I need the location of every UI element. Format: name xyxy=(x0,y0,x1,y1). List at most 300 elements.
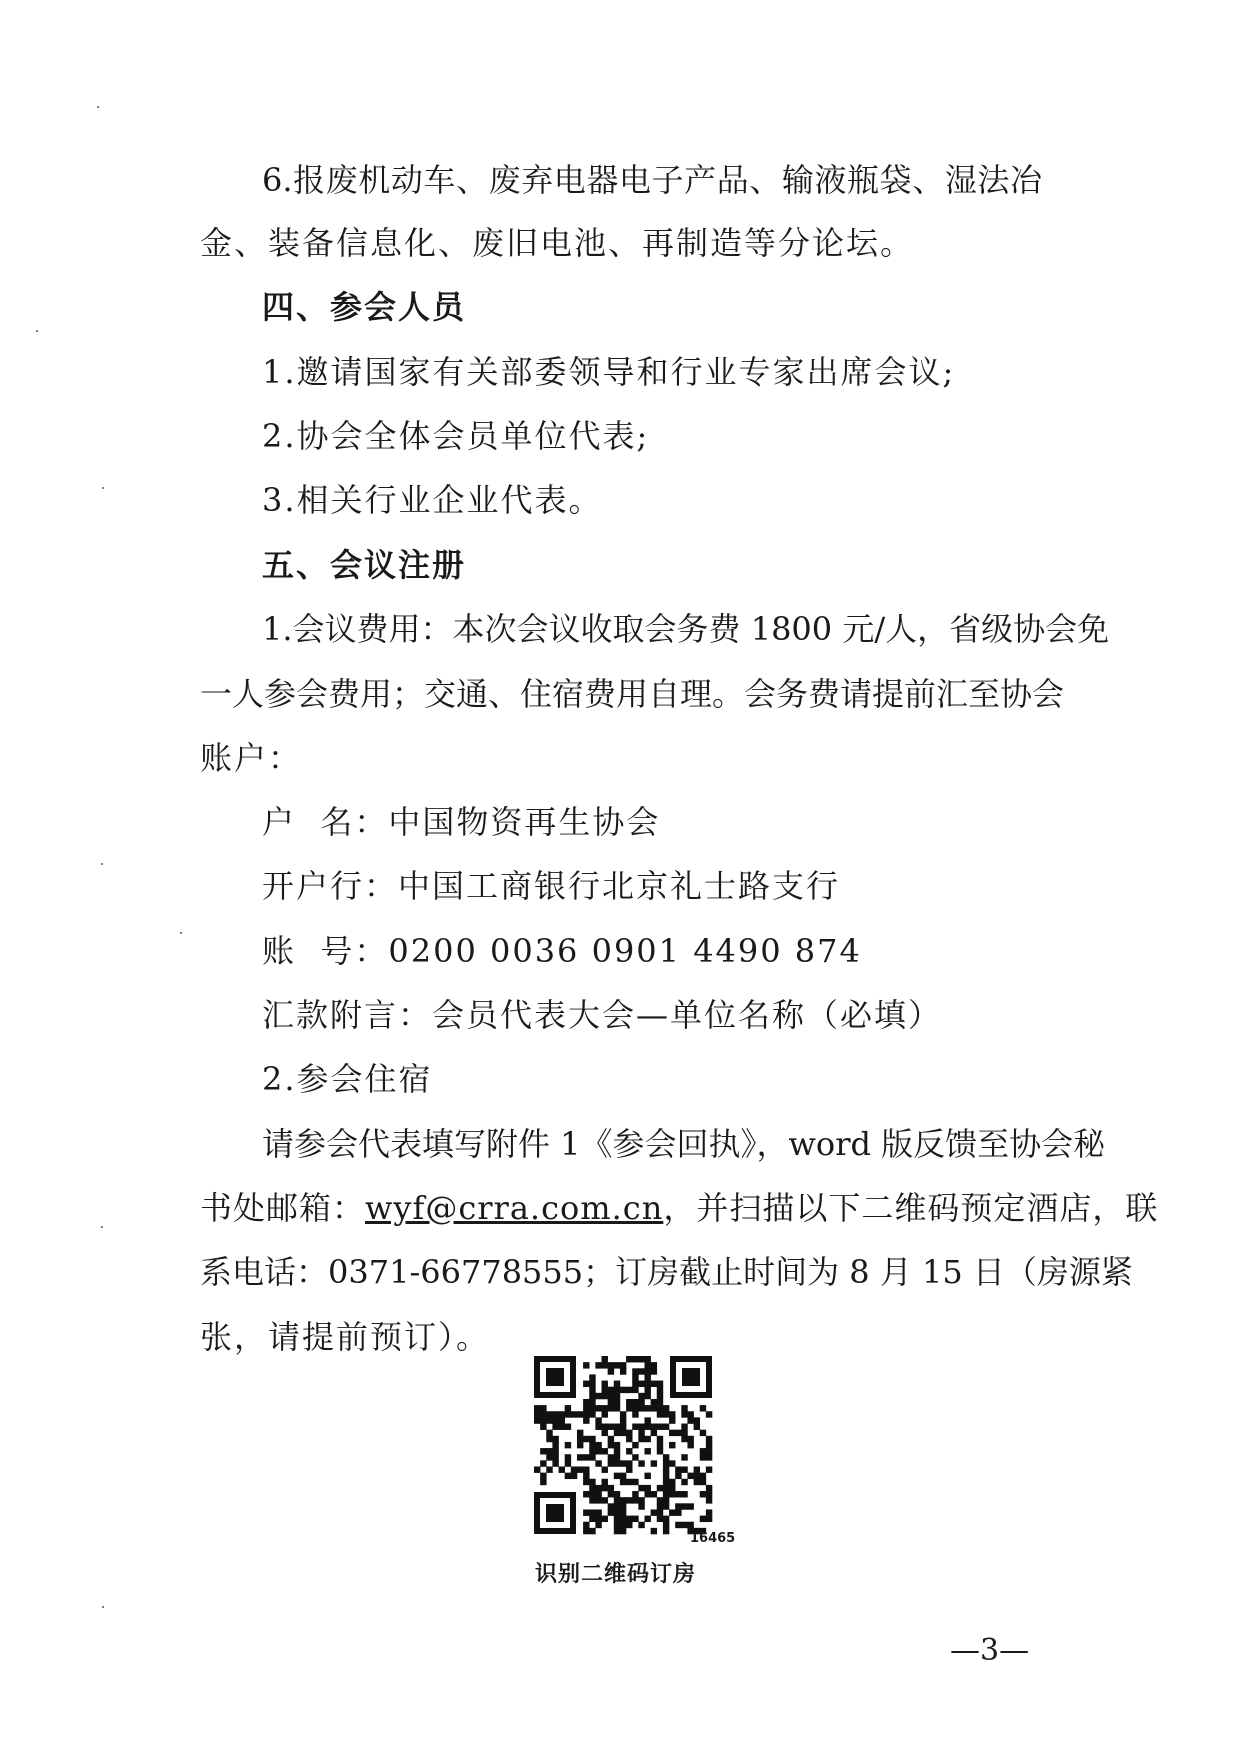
qr-module xyxy=(552,1417,558,1423)
qr-module xyxy=(638,1430,644,1436)
qr-module xyxy=(552,1448,558,1454)
qr-module xyxy=(608,1362,614,1368)
qr-module xyxy=(559,1424,565,1430)
qr-module xyxy=(620,1411,626,1417)
qr-module xyxy=(669,1430,675,1436)
qr-module xyxy=(571,1473,577,1479)
qr-module xyxy=(602,1387,608,1393)
qr-module xyxy=(694,1466,700,1472)
qr-module xyxy=(577,1411,583,1417)
qr-module xyxy=(706,1442,712,1448)
account-memo-label: 汇款附言： xyxy=(262,996,433,1034)
qr-module xyxy=(620,1424,626,1430)
qr-module xyxy=(614,1497,620,1503)
qr-module xyxy=(614,1393,620,1399)
qr-module xyxy=(657,1448,663,1454)
qr-module xyxy=(577,1436,583,1442)
qr-module xyxy=(602,1479,608,1485)
qr-module xyxy=(552,1460,558,1466)
account-number-row xyxy=(262,931,862,971)
qr-module xyxy=(644,1405,650,1411)
qr-module xyxy=(632,1381,638,1387)
qr-module xyxy=(657,1442,663,1448)
qr-module xyxy=(626,1479,632,1485)
qr-module xyxy=(644,1491,650,1497)
qr-module xyxy=(620,1473,626,1479)
qr-module xyxy=(681,1522,687,1528)
qr-module xyxy=(706,1497,712,1503)
qr-code-graphic xyxy=(530,1352,716,1538)
qr-module xyxy=(620,1528,626,1534)
qr-module xyxy=(687,1522,693,1528)
qr-module xyxy=(540,1460,546,1466)
qr-module xyxy=(681,1503,687,1509)
qr-module xyxy=(669,1485,675,1491)
qr-module xyxy=(651,1460,657,1466)
qr-module xyxy=(620,1503,626,1509)
body-line: 账户： xyxy=(200,739,303,777)
qr-module xyxy=(583,1491,589,1497)
qr-finder-top-right xyxy=(670,1356,712,1398)
qr-module xyxy=(608,1454,614,1460)
qr-module xyxy=(638,1497,644,1503)
qr-module xyxy=(632,1368,638,1374)
qr-module xyxy=(681,1454,687,1460)
qr-module xyxy=(608,1405,614,1411)
qr-module xyxy=(626,1448,632,1454)
qr-module xyxy=(589,1393,595,1399)
qr-module xyxy=(602,1405,608,1411)
qr-module xyxy=(632,1442,638,1448)
qr-module xyxy=(638,1485,644,1491)
qr-module xyxy=(694,1417,700,1423)
qr-module xyxy=(675,1430,681,1436)
qr-module xyxy=(626,1387,632,1393)
body-line: 2.协会全体会员单位代表; xyxy=(262,417,650,455)
qr-module xyxy=(583,1405,589,1411)
qr-module xyxy=(595,1509,601,1515)
qr-module xyxy=(620,1497,626,1503)
body-line: 系电话：0371-66778555；订房截止时间为 8 月 15 日（房源紧 xyxy=(200,1253,1133,1291)
qr-module xyxy=(687,1436,693,1442)
section-heading: 五、会议注册 xyxy=(262,546,467,584)
qr-module xyxy=(632,1387,638,1393)
qr-module xyxy=(614,1528,620,1534)
qr-module xyxy=(675,1466,681,1472)
qr-module xyxy=(614,1509,620,1515)
qr-module xyxy=(565,1405,571,1411)
body-line: 6.报废机动车、废弃电器电子产品、输液瓶袋、湿法冶 xyxy=(262,161,1042,199)
qr-module xyxy=(663,1528,669,1534)
qr-module xyxy=(589,1381,595,1387)
qr-module xyxy=(663,1491,669,1497)
qr-module xyxy=(602,1356,608,1362)
qr-module xyxy=(638,1399,644,1405)
account-bank-value: 中国工商银行北京礼士路支行 xyxy=(398,867,841,905)
qr-module xyxy=(681,1479,687,1485)
qr-module xyxy=(577,1442,583,1448)
qr-module xyxy=(651,1430,657,1436)
account-memo-value: 会员代表大会—单位名称（必填） xyxy=(432,996,943,1034)
qr-caption: 识别二维码订房 xyxy=(535,1562,697,1587)
qr-module xyxy=(638,1503,644,1509)
qr-module xyxy=(540,1479,546,1485)
qr-module xyxy=(651,1424,657,1430)
qr-module xyxy=(681,1466,687,1472)
qr-module xyxy=(602,1430,608,1436)
qr-module xyxy=(663,1405,669,1411)
qr-module xyxy=(595,1491,601,1497)
qr-module xyxy=(614,1516,620,1522)
qr-module xyxy=(644,1436,650,1442)
qr-module xyxy=(589,1491,595,1497)
qr-module xyxy=(626,1356,632,1362)
qr-module xyxy=(651,1405,657,1411)
qr-module xyxy=(546,1454,552,1460)
qr-module xyxy=(565,1473,571,1479)
qr-module xyxy=(681,1405,687,1411)
qr-module xyxy=(565,1424,571,1430)
qr-module xyxy=(663,1479,669,1485)
qr-module xyxy=(620,1387,626,1393)
qr-module xyxy=(552,1442,558,1448)
qr-module xyxy=(583,1399,589,1405)
qr-module xyxy=(632,1411,638,1417)
qr-module xyxy=(675,1473,681,1479)
qr-module xyxy=(608,1393,614,1399)
qr-module xyxy=(663,1503,669,1509)
qr-module xyxy=(644,1448,650,1454)
scan-speck xyxy=(102,1606,104,1608)
qr-module xyxy=(589,1509,595,1515)
qr-module xyxy=(614,1448,620,1454)
qr-module xyxy=(632,1374,638,1380)
qr-module xyxy=(583,1381,589,1387)
qr-module xyxy=(706,1516,712,1522)
qr-module xyxy=(559,1417,565,1423)
qr-module xyxy=(540,1411,546,1417)
qr-module xyxy=(595,1405,601,1411)
qr-module xyxy=(589,1442,595,1448)
qr-module xyxy=(669,1479,675,1485)
qr-module xyxy=(602,1448,608,1454)
qr-module xyxy=(595,1448,601,1454)
qr-module xyxy=(694,1479,700,1485)
qr-module xyxy=(552,1436,558,1442)
qr-module xyxy=(694,1424,700,1430)
qr-module xyxy=(681,1411,687,1417)
qr-module xyxy=(571,1411,577,1417)
qr-module xyxy=(687,1473,693,1479)
qr-module xyxy=(675,1503,681,1509)
qr-module xyxy=(608,1436,614,1442)
qr-module xyxy=(583,1417,589,1423)
qr-module xyxy=(608,1485,614,1491)
qr-module xyxy=(681,1430,687,1436)
qr-module xyxy=(638,1393,644,1399)
scan-speck xyxy=(102,487,104,489)
qr-module xyxy=(626,1497,632,1503)
qr-module xyxy=(602,1497,608,1503)
qr-module xyxy=(583,1509,589,1515)
qr-module xyxy=(632,1479,638,1485)
qr-module xyxy=(632,1399,638,1405)
qr-module xyxy=(663,1522,669,1528)
qr-module xyxy=(675,1522,681,1528)
qr-module xyxy=(540,1405,546,1411)
qr-module xyxy=(644,1356,650,1362)
scan-speck xyxy=(36,330,38,332)
qr-module xyxy=(632,1491,638,1497)
qr-module xyxy=(540,1448,546,1454)
qr-module xyxy=(620,1417,626,1423)
qr-module xyxy=(657,1381,663,1387)
qr-module xyxy=(620,1368,626,1374)
qr-module xyxy=(534,1411,540,1417)
qr-module xyxy=(651,1509,657,1515)
qr-module xyxy=(577,1454,583,1460)
qr-module xyxy=(657,1503,663,1509)
qr-module xyxy=(589,1516,595,1522)
account-name-label: 户 名： xyxy=(262,803,389,841)
qr-module xyxy=(602,1485,608,1491)
qr-module xyxy=(583,1454,589,1460)
qr-module xyxy=(638,1381,644,1387)
qr-module xyxy=(700,1491,706,1497)
qr-module xyxy=(608,1503,614,1509)
qr-module xyxy=(651,1491,657,1497)
qr-module xyxy=(608,1460,614,1466)
qr-module xyxy=(644,1393,650,1399)
qr-module xyxy=(700,1516,706,1522)
qr-module xyxy=(559,1466,565,1472)
qr-module xyxy=(589,1485,595,1491)
body-line: 一人参会费用；交通、住宿费用自理。会务费请提前汇至协会 xyxy=(200,675,1065,713)
qr-module xyxy=(620,1522,626,1528)
qr-module xyxy=(602,1393,608,1399)
qr-module xyxy=(657,1424,663,1430)
qr-module xyxy=(706,1436,712,1442)
qr-module xyxy=(559,1411,565,1417)
hotel-booking-qr-code[interactable] xyxy=(530,1352,716,1538)
qr-module xyxy=(546,1448,552,1454)
qr-module xyxy=(583,1522,589,1528)
qr-module xyxy=(577,1466,583,1472)
qr-module xyxy=(626,1399,632,1405)
qr-module xyxy=(687,1411,693,1417)
qr-module xyxy=(583,1436,589,1442)
qr-module xyxy=(644,1374,650,1380)
qr-module xyxy=(540,1424,546,1430)
account-name-row xyxy=(262,802,660,842)
qr-module xyxy=(602,1424,608,1430)
qr-module xyxy=(700,1479,706,1485)
qr-module xyxy=(632,1424,638,1430)
qr-finder-bottom-left xyxy=(534,1492,576,1534)
qr-module xyxy=(700,1454,706,1460)
qr-module xyxy=(632,1497,638,1503)
qr-module xyxy=(583,1411,589,1417)
qr-module xyxy=(552,1454,558,1460)
qr-module xyxy=(608,1368,614,1374)
qr-module xyxy=(663,1466,669,1472)
qr-module xyxy=(706,1509,712,1515)
qr-module xyxy=(700,1430,706,1436)
qr-module xyxy=(644,1516,650,1522)
qr-code-number: 16465 xyxy=(690,1531,736,1546)
qr-module xyxy=(681,1424,687,1430)
qr-module xyxy=(638,1460,644,1466)
qr-module xyxy=(651,1368,657,1374)
qr-module xyxy=(626,1466,632,1472)
qr-module xyxy=(614,1491,620,1497)
qr-module xyxy=(644,1485,650,1491)
qr-module xyxy=(614,1399,620,1405)
qr-module xyxy=(565,1411,571,1417)
qr-module xyxy=(663,1516,669,1522)
qr-module xyxy=(663,1460,669,1466)
qr-module xyxy=(589,1436,595,1442)
qr-module xyxy=(706,1466,712,1472)
qr-module xyxy=(614,1424,620,1430)
qr-module xyxy=(583,1466,589,1472)
qr-module xyxy=(638,1368,644,1374)
qr-module xyxy=(706,1491,712,1497)
qr-module xyxy=(614,1430,620,1436)
qr-module xyxy=(700,1405,706,1411)
account-memo-row xyxy=(262,995,942,1035)
qr-module xyxy=(681,1491,687,1497)
qr-module xyxy=(595,1460,601,1466)
qr-module xyxy=(608,1424,614,1430)
lodging-title: 2.参会住宿 xyxy=(262,1060,433,1098)
qr-module xyxy=(620,1362,626,1368)
lodging-line2-suffix: ，并扫描以下二维码预定酒店，联 xyxy=(663,1189,1159,1227)
qr-module xyxy=(614,1503,620,1509)
qr-module xyxy=(565,1460,571,1466)
qr-module xyxy=(638,1356,644,1362)
qr-module xyxy=(657,1387,663,1393)
qr-finder-top-left xyxy=(534,1356,576,1398)
qr-module xyxy=(644,1387,650,1393)
qr-module xyxy=(608,1387,614,1393)
qr-module xyxy=(595,1497,601,1503)
scan-speck xyxy=(180,932,182,934)
qr-module xyxy=(694,1473,700,1479)
qr-module xyxy=(602,1362,608,1368)
qr-module xyxy=(663,1497,669,1503)
qr-module xyxy=(595,1417,601,1423)
qr-module xyxy=(595,1442,601,1448)
qr-module xyxy=(638,1424,644,1430)
qr-module xyxy=(583,1528,589,1534)
qr-module xyxy=(651,1399,657,1405)
qr-module xyxy=(589,1448,595,1454)
qr-module xyxy=(706,1411,712,1417)
qr-module xyxy=(675,1509,681,1515)
qr-module xyxy=(589,1411,595,1417)
qr-module xyxy=(687,1442,693,1448)
qr-module xyxy=(614,1362,620,1368)
qr-module xyxy=(644,1381,650,1387)
qr-module xyxy=(675,1491,681,1497)
qr-module xyxy=(632,1454,638,1460)
qr-module xyxy=(595,1516,601,1522)
email-link[interactable]: wyf@crra.com.cn xyxy=(365,1189,664,1227)
qr-module xyxy=(626,1405,632,1411)
qr-module xyxy=(565,1454,571,1460)
qr-module xyxy=(644,1368,650,1374)
qr-module xyxy=(534,1417,540,1423)
qr-module xyxy=(681,1436,687,1442)
qr-module xyxy=(663,1473,669,1479)
qr-module xyxy=(583,1479,589,1485)
qr-module xyxy=(614,1460,620,1466)
body-line: 张，请提前预订）。 xyxy=(200,1318,491,1356)
qr-module xyxy=(620,1430,626,1436)
qr-module xyxy=(663,1411,669,1417)
qr-module xyxy=(608,1509,614,1515)
qr-module xyxy=(638,1405,644,1411)
account-number-label: 账 号： xyxy=(262,932,389,970)
qr-module xyxy=(687,1417,693,1423)
body-line: 请参会代表填写附件 1《参会回执》，word 版反馈至协会秘 xyxy=(262,1125,1106,1163)
qr-module xyxy=(657,1399,663,1405)
qr-module xyxy=(589,1528,595,1534)
qr-module xyxy=(595,1362,601,1368)
qr-module xyxy=(614,1454,620,1460)
body-line: 1.会议费用：本次会议收取会务费 1800 元/人，省级协会免 xyxy=(262,610,1110,648)
qr-module xyxy=(620,1460,626,1466)
qr-module xyxy=(651,1362,657,1368)
qr-module xyxy=(546,1430,552,1436)
qr-module xyxy=(546,1466,552,1472)
qr-module xyxy=(657,1516,663,1522)
qr-module xyxy=(589,1405,595,1411)
qr-module xyxy=(638,1436,644,1442)
scan-speck xyxy=(97,106,99,108)
qr-module xyxy=(614,1405,620,1411)
section-heading: 四、参会人员 xyxy=(262,288,467,326)
qr-module xyxy=(626,1516,632,1522)
qr-module xyxy=(546,1411,552,1417)
qr-module xyxy=(663,1424,669,1430)
qr-module xyxy=(706,1485,712,1491)
qr-module xyxy=(700,1473,706,1479)
qr-module xyxy=(626,1430,632,1436)
qr-module xyxy=(669,1442,675,1448)
qr-module xyxy=(614,1442,620,1448)
qr-module xyxy=(669,1417,675,1423)
qr-module xyxy=(589,1387,595,1393)
qr-module xyxy=(620,1509,626,1515)
qr-module xyxy=(626,1522,632,1528)
qr-module xyxy=(589,1454,595,1460)
qr-module xyxy=(626,1460,632,1466)
qr-module xyxy=(632,1405,638,1411)
qr-module xyxy=(657,1393,663,1399)
body-line xyxy=(200,1188,1158,1228)
qr-module xyxy=(577,1430,583,1436)
qr-module xyxy=(614,1381,620,1387)
qr-module xyxy=(657,1411,663,1417)
qr-module xyxy=(644,1362,650,1368)
qr-module xyxy=(632,1356,638,1362)
qr-module xyxy=(644,1473,650,1479)
qr-module xyxy=(583,1362,589,1368)
qr-module xyxy=(669,1411,675,1417)
qr-module xyxy=(589,1497,595,1503)
